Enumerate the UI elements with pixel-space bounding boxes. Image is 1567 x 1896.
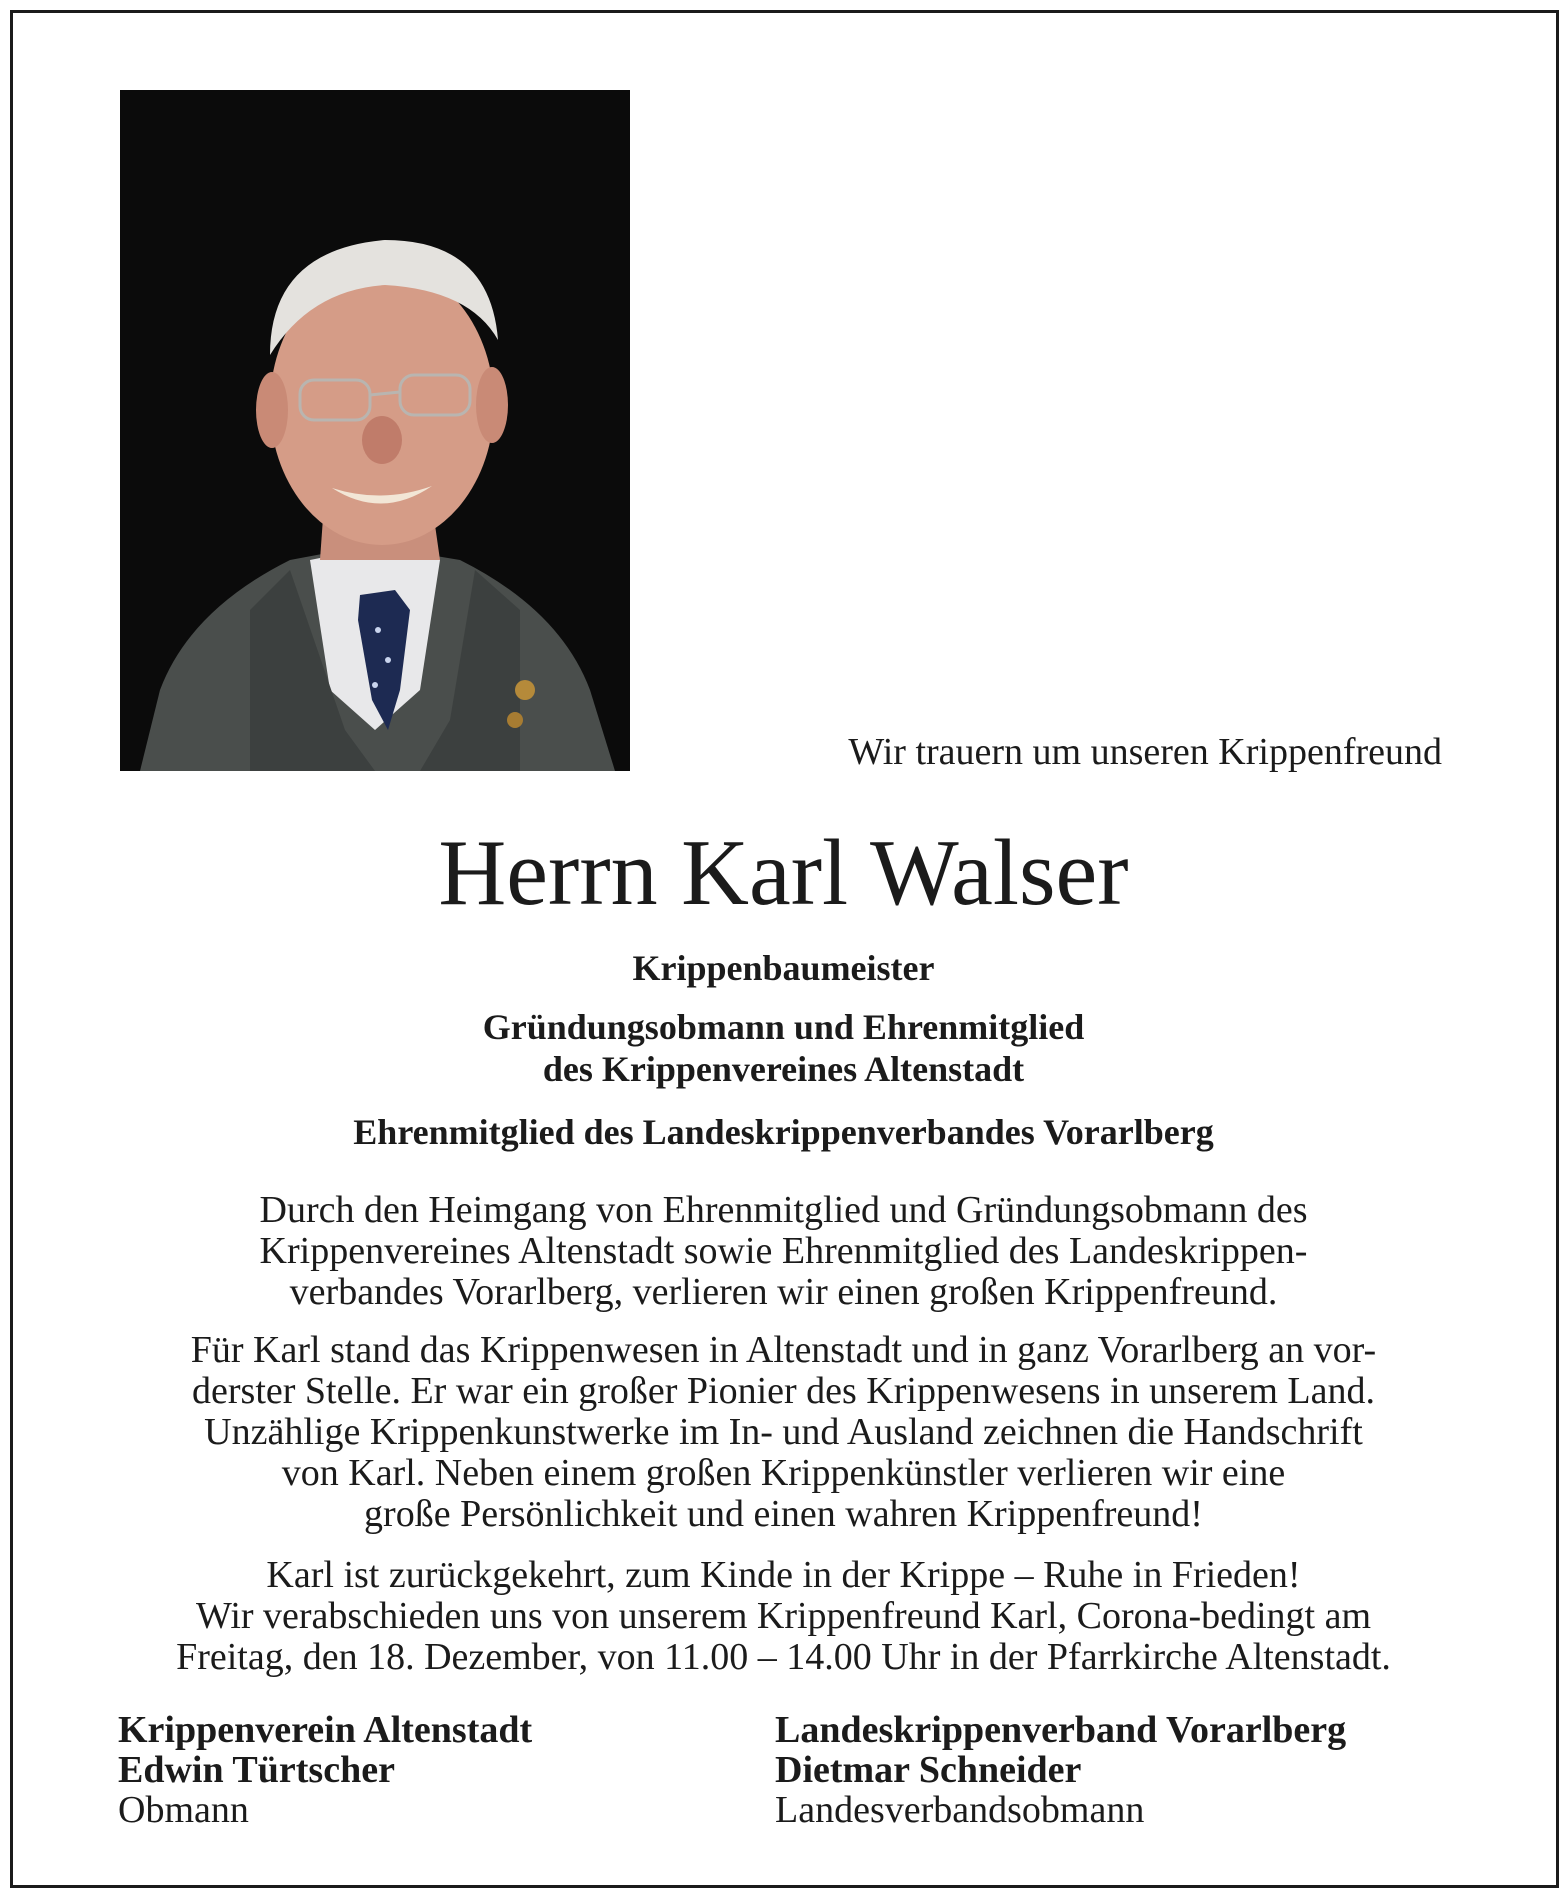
signature-person: Dietmar Schneider: [775, 1749, 1082, 1791]
title-honorary: [0, 1111, 1567, 1153]
title-line: Gründungsobmann und Ehrenmitglied: [482, 1007, 1085, 1047]
paragraph-line: von Karl. Neben einem großen Krippenkünstler verlieren wir eine: [281, 1452, 1286, 1494]
title-line: des Krippenvereines Altenstadt: [542, 1049, 1025, 1089]
portrait-photo: [120, 90, 630, 771]
title-founding: [0, 1006, 1567, 1090]
paragraph-line: verbandes Vorarlberg, verlieren wir einen großen Krippenfreund.: [289, 1271, 1278, 1313]
paragraph-line: große Persönlichkeit und einen wahren Krippenfreund!: [364, 1493, 1203, 1535]
signature-role: Landesverbandsobmann: [775, 1789, 1145, 1831]
intro-line: Wir trauern um unseren Krippenfreund: [848, 731, 1442, 773]
portrait-illustration: [120, 90, 630, 771]
paragraph-line: Freitag, den 18. Dezember, von 11.00 – 14.00 Uhr in der Pfarrkirche Altenstadt.: [176, 1636, 1391, 1678]
deceased-name: Herrn Karl Walser: [438, 821, 1129, 925]
paragraph-line: derster Stelle. Er war ein großer Pionier des Krippenwesens in unserem Land.: [192, 1370, 1375, 1412]
paragraph-loss: [0, 1190, 1567, 1313]
title-craft: [0, 947, 1567, 989]
paragraph-line: Krippenvereines Altenstadt sowie Ehrenmitglied des Landeskrippen-: [259, 1230, 1308, 1272]
title-line: Ehrenmitglied des Landeskrippenverbandes Vorarlberg: [353, 1112, 1214, 1152]
paragraph-line: Karl ist zurückgekehrt, zum Kinde in der Krippe – Ruhe in Frieden!: [266, 1554, 1301, 1596]
paragraph-farewell: [0, 1555, 1567, 1678]
signature-block-right: [775, 1710, 1346, 1830]
paragraph-line: Wir verabschieden uns von unserem Krippenfreund Karl, Corona-bedingt am: [195, 1595, 1372, 1637]
signature-role: Obmann: [118, 1789, 249, 1831]
signature-block-left: [118, 1710, 532, 1830]
paragraph-tribute: [0, 1330, 1567, 1535]
signature-organization: Krippenverein Altenstadt: [118, 1709, 533, 1751]
paragraph-line: Für Karl stand das Krippenwesen in Altenstadt und in ganz Vorarlberg an vor-: [190, 1329, 1377, 1371]
signature-person: Edwin Türtscher: [118, 1749, 395, 1791]
signature-organization: Landeskrippenverband Vorarlberg: [775, 1709, 1347, 1751]
paragraph-line: Durch den Heimgang von Ehrenmitglied und Gründungsobmann des: [259, 1189, 1308, 1231]
paragraph-line: Unzählige Krippenkunstwerke im In- und Ausland zeichnen die Handschrift: [204, 1411, 1363, 1453]
title-line: Krippenbaumeister: [632, 948, 935, 988]
